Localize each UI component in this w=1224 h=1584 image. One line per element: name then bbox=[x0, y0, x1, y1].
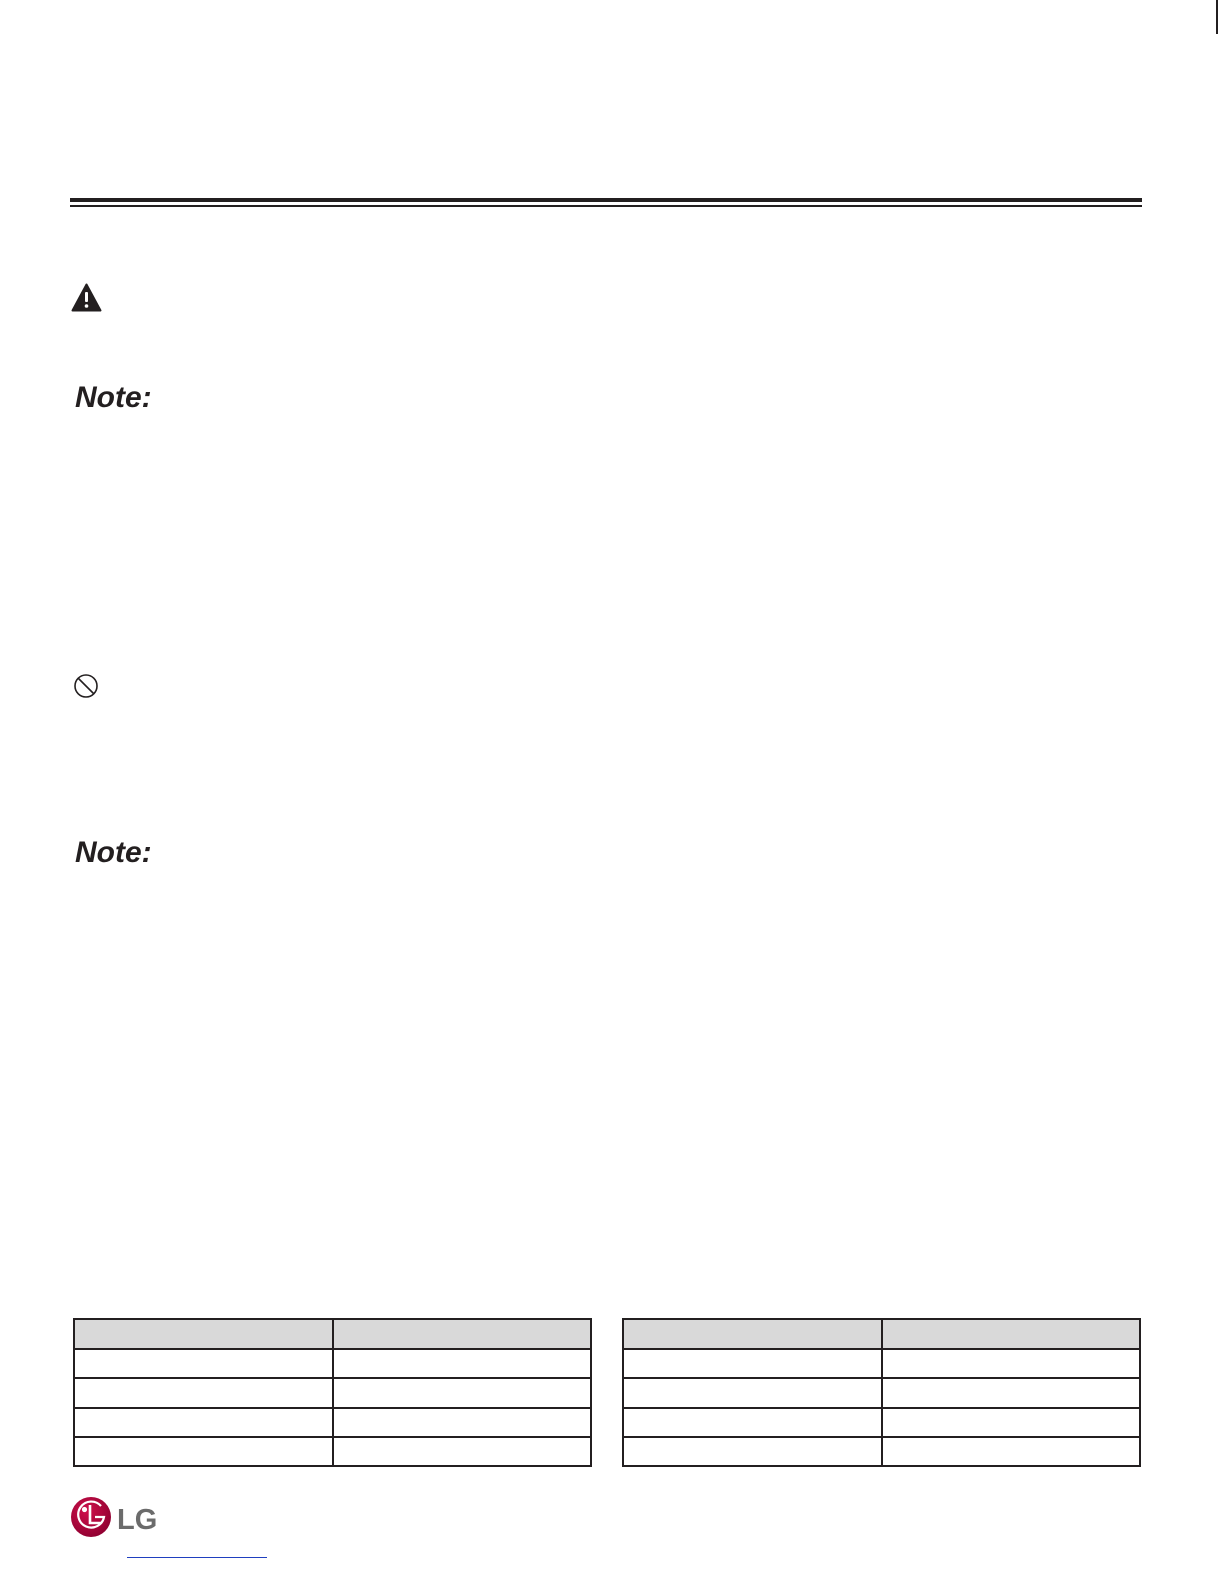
table-cell bbox=[882, 1437, 1141, 1466]
table-row bbox=[623, 1378, 1140, 1407]
table-row bbox=[74, 1378, 591, 1407]
table-cell bbox=[333, 1378, 592, 1407]
table-header-row bbox=[74, 1319, 591, 1349]
table-cell bbox=[333, 1349, 592, 1378]
table-cell bbox=[882, 1408, 1141, 1437]
table-cell bbox=[74, 1437, 333, 1466]
note-heading: Note: bbox=[75, 381, 152, 414]
table-header-cell bbox=[74, 1319, 333, 1349]
table-cell bbox=[74, 1408, 333, 1437]
lg-logo-text: LG bbox=[117, 1504, 158, 1536]
table-cell bbox=[333, 1437, 592, 1466]
table-row bbox=[623, 1349, 1140, 1378]
table-cell bbox=[74, 1378, 333, 1407]
table-row bbox=[74, 1349, 591, 1378]
note-heading: Note: bbox=[75, 836, 152, 869]
table-cell bbox=[74, 1349, 333, 1378]
table-cell bbox=[333, 1408, 592, 1437]
table-row bbox=[74, 1437, 591, 1466]
table-cell bbox=[623, 1408, 882, 1437]
prohibited-icon bbox=[73, 673, 99, 699]
footer-link-underline[interactable] bbox=[127, 1557, 267, 1558]
table-row bbox=[623, 1437, 1140, 1466]
table-cell bbox=[623, 1437, 882, 1466]
lg-logo bbox=[70, 1496, 164, 1538]
table-row bbox=[74, 1408, 591, 1437]
table-cell bbox=[623, 1378, 882, 1407]
warning-triangle-icon bbox=[71, 283, 102, 312]
page-edge-mark bbox=[1216, 0, 1218, 34]
header-rule-thick-line bbox=[70, 198, 1142, 202]
table-cell bbox=[882, 1349, 1141, 1378]
spec-table-left bbox=[73, 1318, 592, 1467]
table-cell bbox=[623, 1349, 882, 1378]
table-header-cell bbox=[882, 1319, 1141, 1349]
table-cell bbox=[882, 1378, 1141, 1407]
header-rule-thin-line bbox=[70, 205, 1142, 207]
table-header-cell bbox=[333, 1319, 592, 1349]
table-row bbox=[623, 1408, 1140, 1437]
header-double-rule bbox=[70, 198, 1142, 209]
spec-table-right bbox=[622, 1318, 1141, 1467]
table-header-row bbox=[623, 1319, 1140, 1349]
table-header-cell bbox=[623, 1319, 882, 1349]
